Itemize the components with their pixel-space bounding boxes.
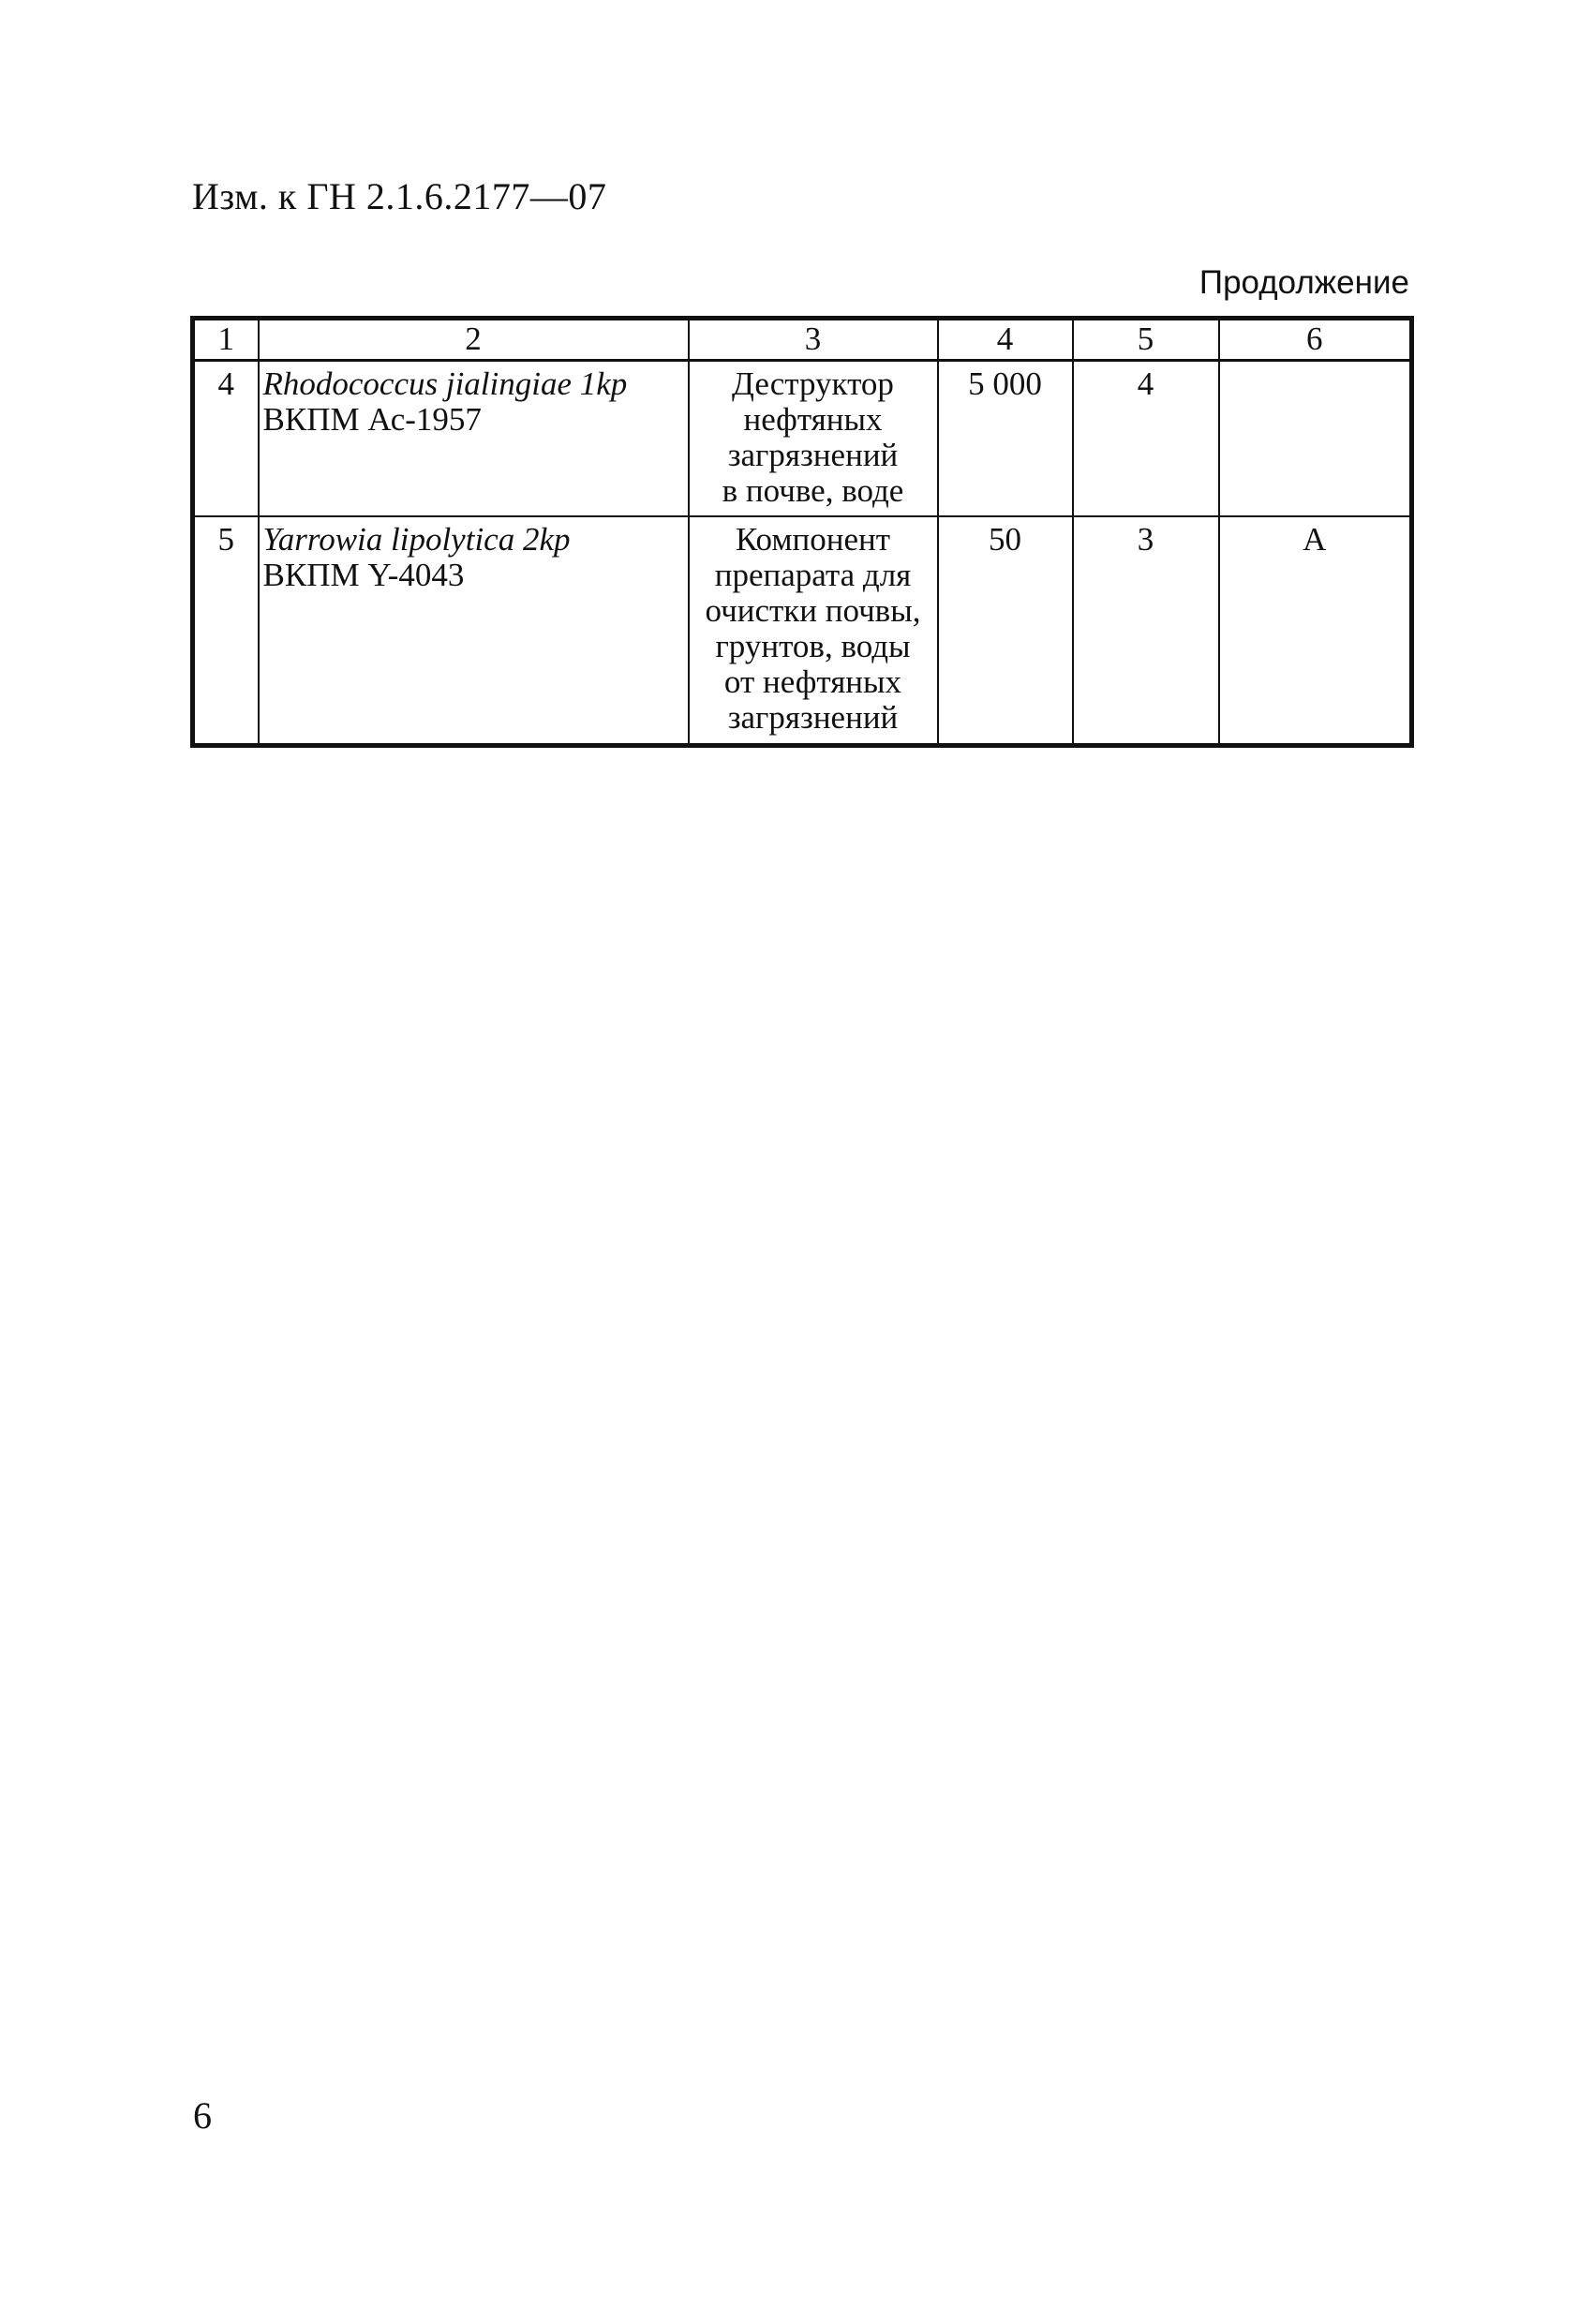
column-header: 1 xyxy=(193,319,259,361)
column-5-value: 3 xyxy=(1073,516,1219,746)
description-line: в почве, воде xyxy=(722,472,904,509)
description-line: загрязнений xyxy=(727,699,899,736)
row-number: 5 xyxy=(193,516,259,746)
description-line: Деструктор xyxy=(732,365,894,402)
description-line: загрязнений xyxy=(727,437,899,473)
column-header: 6 xyxy=(1219,319,1412,361)
organism-cell xyxy=(259,516,689,746)
table-row xyxy=(193,516,1412,746)
column-4-value: 50 xyxy=(938,516,1073,746)
organism-cell xyxy=(259,361,689,517)
column-6-value xyxy=(1219,361,1412,517)
table-row xyxy=(193,361,1412,517)
table-header-row xyxy=(193,319,1412,361)
species-name: Yarrowia lipolytica 2kp xyxy=(262,521,571,558)
species-name: Rhodococcus jialingiae 1kp xyxy=(262,365,628,402)
column-header: 5 xyxy=(1073,319,1219,361)
description-line: грунтов, воды xyxy=(715,628,911,664)
description-line: препарата для xyxy=(714,557,912,593)
column-4-value: 5 000 xyxy=(938,361,1073,517)
description-line: Компонент xyxy=(735,521,891,558)
description-line: от нефтяных xyxy=(723,663,902,700)
data-table xyxy=(190,316,1414,748)
strain-code: ВКПМ Y-4043 xyxy=(262,557,465,593)
description-cell xyxy=(689,361,938,517)
document-header: Изм. к ГН 2.1.6.2177—07 xyxy=(192,175,607,217)
page-number: 6 xyxy=(193,2094,212,2137)
row-number: 4 xyxy=(193,361,259,517)
column-6-value: А xyxy=(1219,516,1412,746)
description-cell xyxy=(689,516,938,746)
strain-code: ВКПМ Ас-1957 xyxy=(262,401,482,438)
column-header: 2 xyxy=(259,319,689,361)
description-line: очистки почвы, xyxy=(705,592,921,629)
column-header: 3 xyxy=(689,319,938,361)
continuation-label: Продолжение xyxy=(1198,264,1409,301)
column-5-value: 4 xyxy=(1073,361,1219,517)
column-header: 4 xyxy=(938,319,1073,361)
description-line: нефтяных xyxy=(743,401,883,438)
